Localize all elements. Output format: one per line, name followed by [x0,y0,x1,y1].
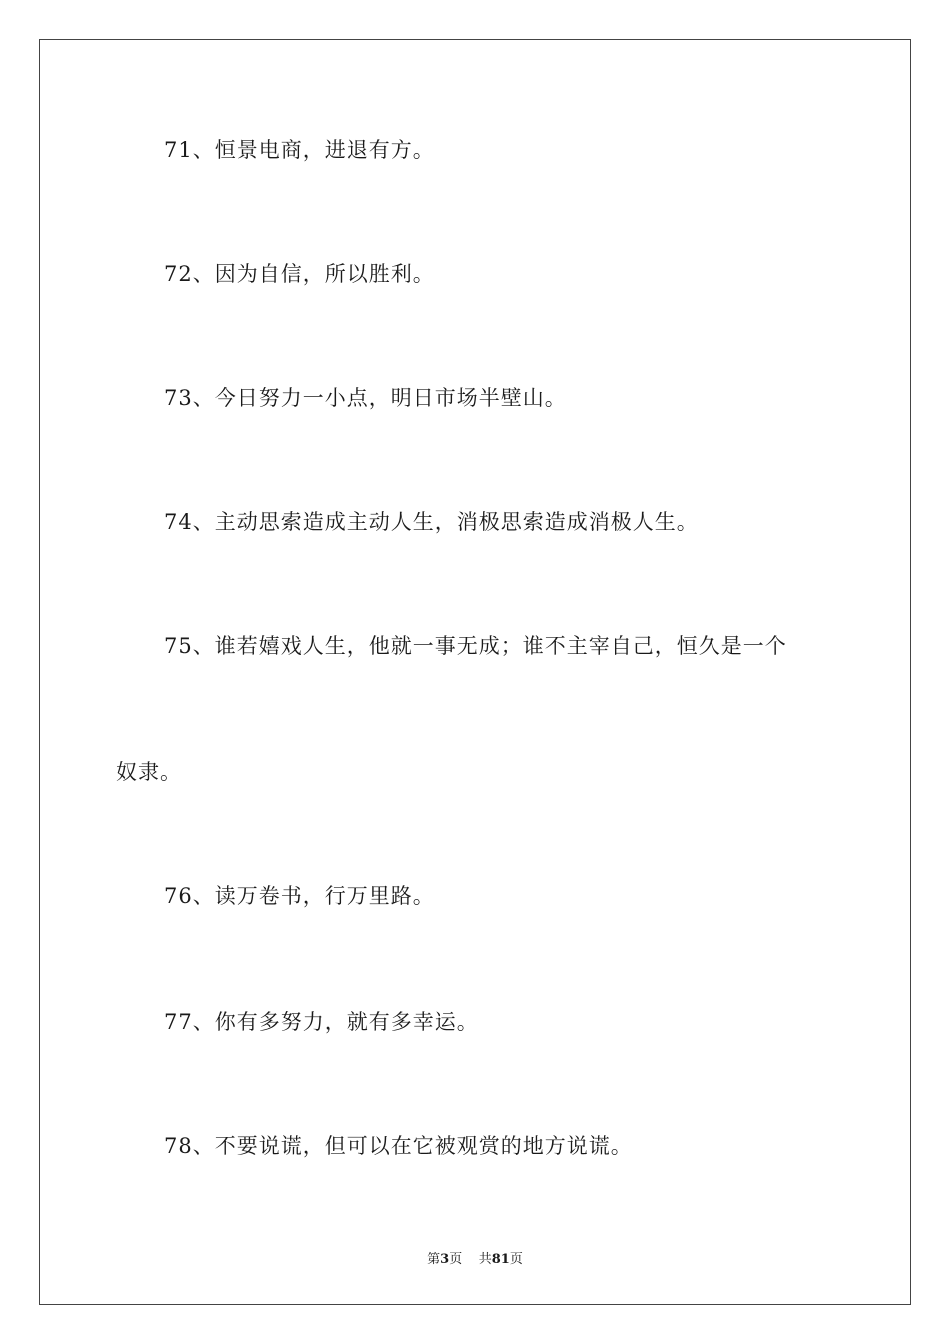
page-prefix: 第 [427,1252,441,1267]
total-pages: 81 [491,1252,510,1267]
paragraph-77: 77、你有多努力，就有多幸运。 [164,1010,479,1034]
paragraph-76: 76、读万卷书，行万里路。 [164,884,435,908]
page-footer [0,1248,950,1267]
paragraph-71: 71、恒景电商，进退有方。 [164,138,435,162]
page-number: 3 [440,1252,450,1267]
page-suffix: 页 [449,1252,463,1267]
total-prefix: 共 [478,1252,492,1267]
paragraph-72: 72、因为自信，所以胜利。 [164,262,435,286]
paragraph-73: 73、今日努力一小点，明日市场半壁山。 [164,386,567,410]
paragraph-75-continued: 奴隶。 [116,760,182,784]
total-suffix: 页 [509,1252,523,1267]
page-border [39,39,911,1305]
paragraph-78: 78、不要说谎，但可以在它被观赏的地方说谎。 [164,1134,633,1158]
paragraph-75: 75、谁若嬉戏人生，他就一事无成；谁不主宰自己，恒久是一个 [164,634,787,658]
paragraph-74: 74、主动思索造成主动人生，消极思索造成消极人生。 [164,510,699,534]
